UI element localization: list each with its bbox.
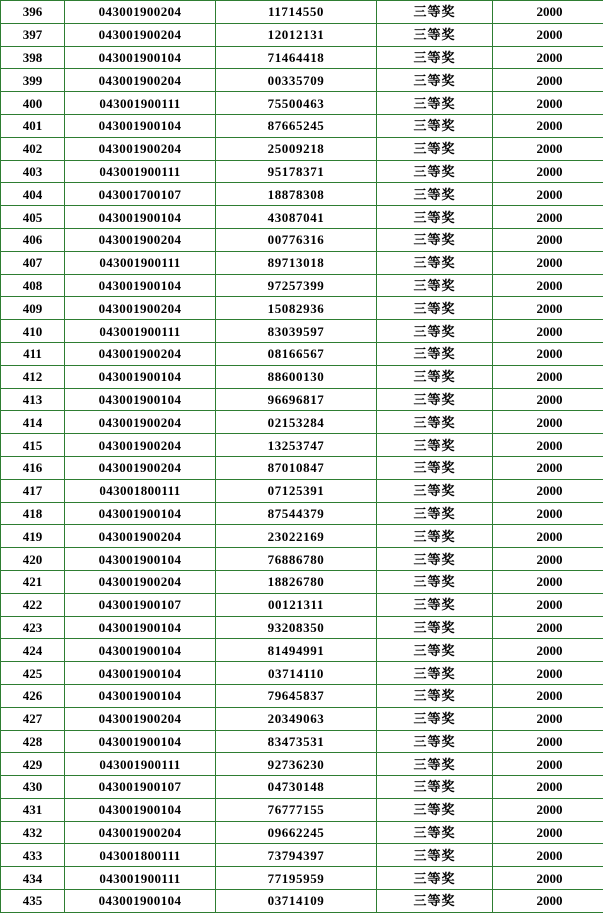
cell-index: 431 xyxy=(1,798,65,821)
table-row xyxy=(1,251,603,274)
cell-ticket-number: 43087041 xyxy=(216,206,377,229)
cell-unit-code: 043001900204 xyxy=(65,228,216,251)
cell-unit-code: 043001800111 xyxy=(65,479,216,502)
cell-amount: 2000 xyxy=(493,707,603,730)
cell-ticket-number: 00335709 xyxy=(216,69,377,92)
cell-unit-code: 043001900204 xyxy=(65,434,216,457)
cell-ticket-number: 02153284 xyxy=(216,411,377,434)
table-row xyxy=(1,297,603,320)
cell-unit-code: 043001900204 xyxy=(65,570,216,593)
cell-amount: 2000 xyxy=(493,342,603,365)
table-row xyxy=(1,342,603,365)
cell-unit-code: 043001900104 xyxy=(65,365,216,388)
cell-amount: 2000 xyxy=(493,616,603,639)
cell-ticket-number: 25009218 xyxy=(216,137,377,160)
cell-index: 432 xyxy=(1,821,65,844)
cell-index: 417 xyxy=(1,479,65,502)
cell-ticket-number: 07125391 xyxy=(216,479,377,502)
cell-unit-code: 043001900104 xyxy=(65,890,216,913)
cell-amount: 2000 xyxy=(493,297,603,320)
cell-prize-level: 三等奖 xyxy=(377,388,493,411)
table-row xyxy=(1,867,603,890)
cell-amount: 2000 xyxy=(493,320,603,343)
table-row xyxy=(1,753,603,776)
cell-index: 405 xyxy=(1,206,65,229)
cell-amount: 2000 xyxy=(493,867,603,890)
cell-index: 428 xyxy=(1,730,65,753)
cell-amount: 2000 xyxy=(493,890,603,913)
cell-ticket-number: 71464418 xyxy=(216,46,377,69)
cell-ticket-number: 18826780 xyxy=(216,570,377,593)
table-row xyxy=(1,593,603,616)
cell-unit-code: 043001900104 xyxy=(65,388,216,411)
cell-index: 402 xyxy=(1,137,65,160)
cell-prize-level: 三等奖 xyxy=(377,456,493,479)
cell-prize-level: 三等奖 xyxy=(377,707,493,730)
cell-amount: 2000 xyxy=(493,92,603,115)
cell-ticket-number: 00776316 xyxy=(216,228,377,251)
cell-prize-level: 三等奖 xyxy=(377,69,493,92)
cell-amount: 2000 xyxy=(493,137,603,160)
cell-index: 398 xyxy=(1,46,65,69)
cell-index: 399 xyxy=(1,69,65,92)
table-row xyxy=(1,69,603,92)
cell-ticket-number: 81494991 xyxy=(216,639,377,662)
cell-prize-level: 三等奖 xyxy=(377,1,493,24)
cell-amount: 2000 xyxy=(493,798,603,821)
table-row xyxy=(1,23,603,46)
cell-unit-code: 043001900111 xyxy=(65,160,216,183)
cell-unit-code: 043001900204 xyxy=(65,1,216,24)
cell-index: 396 xyxy=(1,1,65,24)
cell-amount: 2000 xyxy=(493,434,603,457)
cell-index: 411 xyxy=(1,342,65,365)
cell-unit-code: 043001900111 xyxy=(65,92,216,115)
cell-unit-code: 043001900204 xyxy=(65,411,216,434)
table-row xyxy=(1,434,603,457)
cell-ticket-number: 13253747 xyxy=(216,434,377,457)
cell-unit-code: 043001900204 xyxy=(65,297,216,320)
cell-index: 409 xyxy=(1,297,65,320)
cell-unit-code: 043001900104 xyxy=(65,114,216,137)
cell-prize-level: 三等奖 xyxy=(377,798,493,821)
cell-prize-level: 三等奖 xyxy=(377,183,493,206)
cell-index: 423 xyxy=(1,616,65,639)
cell-amount: 2000 xyxy=(493,844,603,867)
cell-prize-level: 三等奖 xyxy=(377,46,493,69)
cell-prize-level: 三等奖 xyxy=(377,411,493,434)
cell-unit-code: 043001900104 xyxy=(65,502,216,525)
cell-unit-code: 043001900204 xyxy=(65,821,216,844)
cell-index: 419 xyxy=(1,525,65,548)
cell-prize-level: 三等奖 xyxy=(377,137,493,160)
cell-amount: 2000 xyxy=(493,411,603,434)
cell-prize-level: 三等奖 xyxy=(377,662,493,685)
cell-prize-level: 三等奖 xyxy=(377,23,493,46)
table-row xyxy=(1,639,603,662)
table-row xyxy=(1,1,603,24)
cell-prize-level: 三等奖 xyxy=(377,206,493,229)
table-row xyxy=(1,479,603,502)
cell-index: 404 xyxy=(1,183,65,206)
cell-unit-code: 043001700107 xyxy=(65,183,216,206)
cell-index: 414 xyxy=(1,411,65,434)
cell-amount: 2000 xyxy=(493,730,603,753)
table-row xyxy=(1,548,603,571)
cell-unit-code: 043001900204 xyxy=(65,707,216,730)
cell-amount: 2000 xyxy=(493,23,603,46)
cell-prize-level: 三等奖 xyxy=(377,274,493,297)
cell-prize-level: 三等奖 xyxy=(377,251,493,274)
cell-index: 403 xyxy=(1,160,65,183)
cell-ticket-number: 87544379 xyxy=(216,502,377,525)
table-row xyxy=(1,92,603,115)
cell-unit-code: 043001900107 xyxy=(65,593,216,616)
cell-amount: 2000 xyxy=(493,753,603,776)
table-row xyxy=(1,274,603,297)
table-row xyxy=(1,890,603,913)
cell-ticket-number: 18878308 xyxy=(216,183,377,206)
cell-prize-level: 三等奖 xyxy=(377,616,493,639)
cell-prize-level: 三等奖 xyxy=(377,570,493,593)
cell-unit-code: 043001900204 xyxy=(65,342,216,365)
table-row xyxy=(1,137,603,160)
cell-amount: 2000 xyxy=(493,821,603,844)
table-row xyxy=(1,228,603,251)
cell-unit-code: 043001900111 xyxy=(65,320,216,343)
cell-unit-code: 043001900104 xyxy=(65,616,216,639)
cell-prize-level: 三等奖 xyxy=(377,434,493,457)
cell-ticket-number: 79645837 xyxy=(216,684,377,707)
table-row xyxy=(1,616,603,639)
cell-index: 400 xyxy=(1,92,65,115)
table-row xyxy=(1,730,603,753)
cell-amount: 2000 xyxy=(493,662,603,685)
cell-prize-level: 三等奖 xyxy=(377,297,493,320)
cell-unit-code: 043001900204 xyxy=(65,137,216,160)
table-row xyxy=(1,183,603,206)
cell-ticket-number: 83473531 xyxy=(216,730,377,753)
cell-prize-level: 三等奖 xyxy=(377,228,493,251)
cell-amount: 2000 xyxy=(493,206,603,229)
cell-ticket-number: 77195959 xyxy=(216,867,377,890)
cell-ticket-number: 87665245 xyxy=(216,114,377,137)
cell-ticket-number: 97257399 xyxy=(216,274,377,297)
cell-prize-level: 三等奖 xyxy=(377,730,493,753)
cell-unit-code: 043001900204 xyxy=(65,69,216,92)
cell-index: 424 xyxy=(1,639,65,662)
cell-prize-level: 三等奖 xyxy=(377,365,493,388)
cell-ticket-number: 11714550 xyxy=(216,1,377,24)
cell-index: 397 xyxy=(1,23,65,46)
cell-ticket-number: 00121311 xyxy=(216,593,377,616)
cell-ticket-number: 03714109 xyxy=(216,890,377,913)
cell-ticket-number: 03714110 xyxy=(216,662,377,685)
cell-prize-level: 三等奖 xyxy=(377,114,493,137)
cell-prize-level: 三等奖 xyxy=(377,890,493,913)
table-row xyxy=(1,160,603,183)
table-row xyxy=(1,320,603,343)
cell-ticket-number: 92736230 xyxy=(216,753,377,776)
cell-amount: 2000 xyxy=(493,548,603,571)
cell-unit-code: 043001900111 xyxy=(65,251,216,274)
table-row xyxy=(1,570,603,593)
cell-unit-code: 043001900204 xyxy=(65,456,216,479)
cell-unit-code: 043001900204 xyxy=(65,23,216,46)
cell-amount: 2000 xyxy=(493,1,603,24)
cell-amount: 2000 xyxy=(493,228,603,251)
cell-unit-code: 043001900104 xyxy=(65,662,216,685)
cell-ticket-number: 89713018 xyxy=(216,251,377,274)
cell-index: 426 xyxy=(1,684,65,707)
cell-index: 434 xyxy=(1,867,65,890)
table-body xyxy=(1,1,603,913)
cell-amount: 2000 xyxy=(493,251,603,274)
cell-amount: 2000 xyxy=(493,69,603,92)
cell-unit-code: 043001900104 xyxy=(65,684,216,707)
cell-index: 413 xyxy=(1,388,65,411)
cell-prize-level: 三等奖 xyxy=(377,821,493,844)
table-row xyxy=(1,388,603,411)
cell-index: 427 xyxy=(1,707,65,730)
cell-unit-code: 043001900104 xyxy=(65,46,216,69)
table-row xyxy=(1,502,603,525)
cell-ticket-number: 95178371 xyxy=(216,160,377,183)
cell-prize-level: 三等奖 xyxy=(377,92,493,115)
cell-amount: 2000 xyxy=(493,114,603,137)
cell-ticket-number: 73794397 xyxy=(216,844,377,867)
cell-amount: 2000 xyxy=(493,525,603,548)
cell-prize-level: 三等奖 xyxy=(377,776,493,799)
cell-index: 430 xyxy=(1,776,65,799)
cell-index: 422 xyxy=(1,593,65,616)
cell-unit-code: 043001900104 xyxy=(65,639,216,662)
table-row xyxy=(1,525,603,548)
cell-index: 406 xyxy=(1,228,65,251)
cell-ticket-number: 93208350 xyxy=(216,616,377,639)
cell-ticket-number: 23022169 xyxy=(216,525,377,548)
table-row xyxy=(1,206,603,229)
table-row xyxy=(1,114,603,137)
cell-ticket-number: 88600130 xyxy=(216,365,377,388)
cell-ticket-number: 96696817 xyxy=(216,388,377,411)
cell-prize-level: 三等奖 xyxy=(377,502,493,525)
cell-amount: 2000 xyxy=(493,160,603,183)
cell-prize-level: 三等奖 xyxy=(377,844,493,867)
cell-index: 410 xyxy=(1,320,65,343)
cell-prize-level: 三等奖 xyxy=(377,753,493,776)
cell-ticket-number: 15082936 xyxy=(216,297,377,320)
cell-unit-code: 043001900111 xyxy=(65,867,216,890)
cell-ticket-number: 76886780 xyxy=(216,548,377,571)
cell-index: 412 xyxy=(1,365,65,388)
cell-unit-code: 043001900104 xyxy=(65,274,216,297)
cell-amount: 2000 xyxy=(493,479,603,502)
cell-prize-level: 三等奖 xyxy=(377,320,493,343)
cell-index: 429 xyxy=(1,753,65,776)
cell-amount: 2000 xyxy=(493,365,603,388)
cell-index: 415 xyxy=(1,434,65,457)
cell-index: 416 xyxy=(1,456,65,479)
cell-prize-level: 三等奖 xyxy=(377,160,493,183)
cell-amount: 2000 xyxy=(493,502,603,525)
table-row xyxy=(1,798,603,821)
cell-amount: 2000 xyxy=(493,570,603,593)
cell-prize-level: 三等奖 xyxy=(377,479,493,502)
table-row xyxy=(1,776,603,799)
cell-prize-level: 三等奖 xyxy=(377,867,493,890)
cell-prize-level: 三等奖 xyxy=(377,593,493,616)
cell-index: 425 xyxy=(1,662,65,685)
cell-prize-level: 三等奖 xyxy=(377,639,493,662)
table-row xyxy=(1,46,603,69)
cell-index: 408 xyxy=(1,274,65,297)
table-row xyxy=(1,365,603,388)
cell-unit-code: 043001800111 xyxy=(65,844,216,867)
table-row xyxy=(1,707,603,730)
table-row xyxy=(1,662,603,685)
cell-amount: 2000 xyxy=(493,183,603,206)
cell-amount: 2000 xyxy=(493,456,603,479)
cell-ticket-number: 20349063 xyxy=(216,707,377,730)
cell-unit-code: 043001900204 xyxy=(65,525,216,548)
cell-ticket-number: 12012131 xyxy=(216,23,377,46)
table-row xyxy=(1,844,603,867)
cell-ticket-number: 08166567 xyxy=(216,342,377,365)
cell-ticket-number: 75500463 xyxy=(216,92,377,115)
table-row xyxy=(1,456,603,479)
cell-index: 433 xyxy=(1,844,65,867)
cell-unit-code: 043001900104 xyxy=(65,730,216,753)
cell-index: 418 xyxy=(1,502,65,525)
cell-amount: 2000 xyxy=(493,388,603,411)
cell-index: 407 xyxy=(1,251,65,274)
cell-amount: 2000 xyxy=(493,639,603,662)
cell-prize-level: 三等奖 xyxy=(377,342,493,365)
cell-amount: 2000 xyxy=(493,684,603,707)
cell-ticket-number: 87010847 xyxy=(216,456,377,479)
cell-amount: 2000 xyxy=(493,776,603,799)
cell-index: 435 xyxy=(1,890,65,913)
table-row xyxy=(1,821,603,844)
cell-prize-level: 三等奖 xyxy=(377,548,493,571)
table-row xyxy=(1,684,603,707)
cell-unit-code: 043001900104 xyxy=(65,206,216,229)
cell-ticket-number: 83039597 xyxy=(216,320,377,343)
cell-unit-code: 043001900104 xyxy=(65,798,216,821)
cell-index: 421 xyxy=(1,570,65,593)
cell-index: 420 xyxy=(1,548,65,571)
cell-unit-code: 043001900104 xyxy=(65,548,216,571)
cell-amount: 2000 xyxy=(493,593,603,616)
cell-ticket-number: 76777155 xyxy=(216,798,377,821)
cell-prize-level: 三等奖 xyxy=(377,684,493,707)
cell-amount: 2000 xyxy=(493,274,603,297)
cell-ticket-number: 04730148 xyxy=(216,776,377,799)
cell-unit-code: 043001900107 xyxy=(65,776,216,799)
cell-index: 401 xyxy=(1,114,65,137)
cell-amount: 2000 xyxy=(493,46,603,69)
cell-ticket-number: 09662245 xyxy=(216,821,377,844)
table-row xyxy=(1,411,603,434)
cell-prize-level: 三等奖 xyxy=(377,525,493,548)
cell-unit-code: 043001900111 xyxy=(65,753,216,776)
